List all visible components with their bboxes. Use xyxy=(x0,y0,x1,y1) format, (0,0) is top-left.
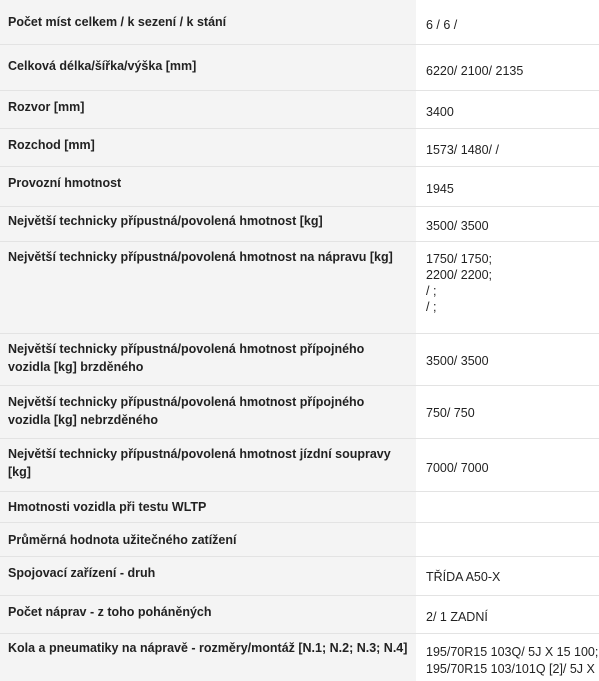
row-value-combination-weight: 7000/ 7000 xyxy=(426,461,489,475)
row-value-unbraked-trailer: 750/ 750 xyxy=(426,406,475,420)
row-value-max-axle-weight: 1750/ 1750; 2200/ 2200; / ; / ; xyxy=(426,252,493,314)
table-row xyxy=(0,523,599,557)
row-label-tyres: Kola a pneumatiky na nápravě - rozměry/montáž [N.1; N.2; N.3; N.4] xyxy=(8,641,408,655)
table-row xyxy=(0,91,599,129)
row-label-combination-weight: Největší technicky přípustná/povolená hmotnost jízdní soupravy [kg] xyxy=(8,447,391,479)
row-label-dimensions: Celková délka/šířka/výška [mm] xyxy=(8,58,197,73)
row-label-max-weight: Největší technicky přípustná/povolená hmotnost [kg] xyxy=(8,214,323,228)
row-value-seats: 6 / 6 / xyxy=(426,18,458,32)
table-row xyxy=(0,167,599,207)
row-label-operating-weight: Provozní hmotnost xyxy=(8,175,122,190)
table-row xyxy=(0,334,599,386)
table-row xyxy=(0,0,599,45)
row-value-track: 1573/ 1480/ / xyxy=(426,142,499,157)
row-label-wheelbase: Rozvor [mm] xyxy=(8,99,85,114)
row-value-wheelbase: 3400 xyxy=(426,104,454,119)
table-row xyxy=(0,557,599,596)
row-label-braked-trailer: Největší technicky přípustná/povolená hmotnost přípojného vozidla [kg] brzděného xyxy=(8,341,365,374)
table-row xyxy=(0,129,599,167)
row-label-wltp-weight: Hmotnosti vozidla při testu WLTP xyxy=(8,500,207,514)
table-row xyxy=(0,634,599,681)
row-label-max-axle-weight: Největší technicky přípustná/povolená hmotnost na nápravu [kg] xyxy=(8,250,393,264)
table-row xyxy=(0,207,599,242)
table-row xyxy=(0,242,599,334)
row-label-axles: Počet náprav - z toho poháněných xyxy=(8,604,212,619)
table-row xyxy=(0,596,599,634)
row-label-seats: Počet míst celkem / k sezení / k stání xyxy=(8,15,227,29)
row-value-operating-weight: 1945 xyxy=(426,181,454,196)
table-row xyxy=(0,386,599,439)
table-row xyxy=(0,45,599,91)
row-value-max-weight: 3500/ 3500 xyxy=(426,219,489,233)
row-value-braked-trailer: 3500/ 3500 xyxy=(426,353,489,368)
row-value-coupling: TŘÍDA A50-X xyxy=(426,570,501,584)
row-label-payload: Průměrná hodnota užitečného zatížení xyxy=(8,532,237,547)
row-value-tyres: 195/70R15 103Q/ 5J X 15 100; 195/70R15 103/101Q [2]/ 5J X xyxy=(426,645,599,676)
row-value-axles: 2/ 1 ZADNÍ xyxy=(426,609,488,624)
row-label-coupling: Spojovací zařízení - druh xyxy=(8,566,156,580)
row-label-unbraked-trailer: Největší technicky přípustná/povolená hmotnost přípojného vozidla [kg] nebrzděného xyxy=(8,395,365,427)
row-label-track: Rozchod [mm] xyxy=(8,137,95,152)
table-row xyxy=(0,439,599,492)
table-row xyxy=(0,492,599,523)
row-value-dimensions: 6220/ 2100/ 2135 xyxy=(426,63,524,78)
